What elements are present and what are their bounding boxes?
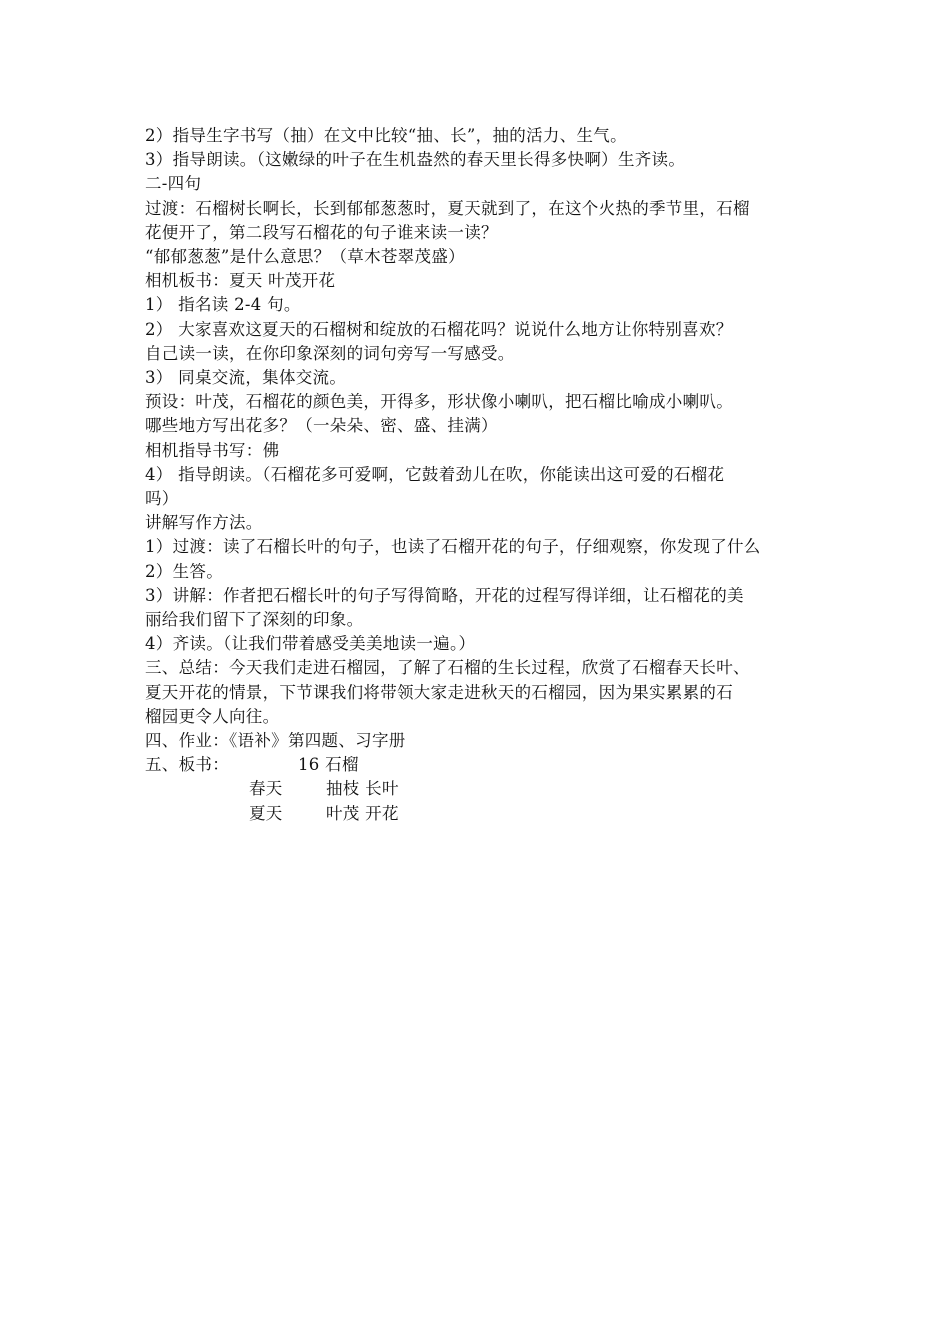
board-season-summer: 夏天 (249, 803, 283, 823)
text-line: 预设：叶茂，石榴花的颜色美，开得多，形状像小喇叭，把石榴比喻成小喇叭。 (145, 392, 733, 412)
text-line: 1）过渡：读了石榴长叶的句子，也读了石榴开花的句子，仔细观察，你发现了什么 (145, 537, 761, 557)
text-line: 二-四句 (145, 174, 202, 194)
text-line: 2）生答。 (145, 561, 223, 581)
text-line: 夏天开花的情景，下节课我们将带领大家走进秋天的石榴园，因为果实累累的石 (145, 682, 733, 702)
text-line: 讲解写作方法。 (145, 513, 263, 533)
text-line: 相机板书：夏天 叶茂开花 (145, 271, 336, 291)
board-season-spring: 春天 (249, 779, 283, 799)
text-line: “郁郁葱葱”是什么意思？（草木苍翠茂盛） (145, 247, 465, 267)
text-line: 3）指导朗读。（这嫩绿的叶子在生机盎然的春天里长得多快啊）生齐读。 (145, 150, 686, 170)
text-line: 三、总结：今天我们走进石榴园，了解了石榴的生长过程，欣赏了石榴春天长叶、 (145, 658, 750, 678)
blackboard-summary (145, 753, 835, 826)
text-line: 4）齐读。（让我们带着感受美美地读一遍。） (145, 634, 476, 654)
text-line: 丽给我们留下了深刻的印象。 (145, 610, 364, 630)
text-line: 相机指导书写：佛 (145, 440, 280, 460)
text-line: 2）指导生字书写（抽）在文中比较“抽、长”，抽的活力、生气。 (145, 126, 627, 145)
text-line: 花便开了，第二段写石榴花的句子谁来读一读？ (145, 222, 498, 242)
board-spring-text: 抽枝 长叶 (326, 779, 399, 799)
text-line: 1） 指名读 2-4 句。 (145, 295, 301, 315)
text-line: 榴园更令人向往。 (145, 706, 280, 726)
text-line: 4） 指导朗读。（石榴花多可爱啊，它鼓着劲儿在吹，你能读出这可爱的石榴花 (145, 464, 725, 484)
board-label: 五、板书： (145, 755, 229, 775)
text-line: 吗） (145, 489, 179, 509)
text-line: 哪些地方写出花多？（一朵朵、密、盛、挂满） (145, 416, 498, 436)
text-line: 3） 同桌交流，集体交流。 (145, 368, 347, 388)
board-summer-text: 叶茂 开花 (326, 803, 399, 823)
text-line: 过渡：石榴树长啊长，长到郁郁葱葱时，夏天就到了，在这个火热的季节里，石榴 (145, 198, 750, 218)
text-line: 自己读一读，在你印象深刻的词句旁写一写感受。 (145, 343, 515, 363)
text-line: 2） 大家喜欢这夏天的石榴树和绽放的石榴花吗？说说什么地方让你特别喜欢？ (145, 319, 733, 339)
board-title: 16 石榴 (298, 755, 359, 775)
text-line: 四、作业：《语补》第四题、习字册 (145, 731, 406, 751)
text-line: 3）讲解：作者把石榴长叶的句子写得简略，开花的过程写得详细，让石榴花的美 (145, 585, 744, 605)
lesson-plan-text (145, 124, 835, 826)
